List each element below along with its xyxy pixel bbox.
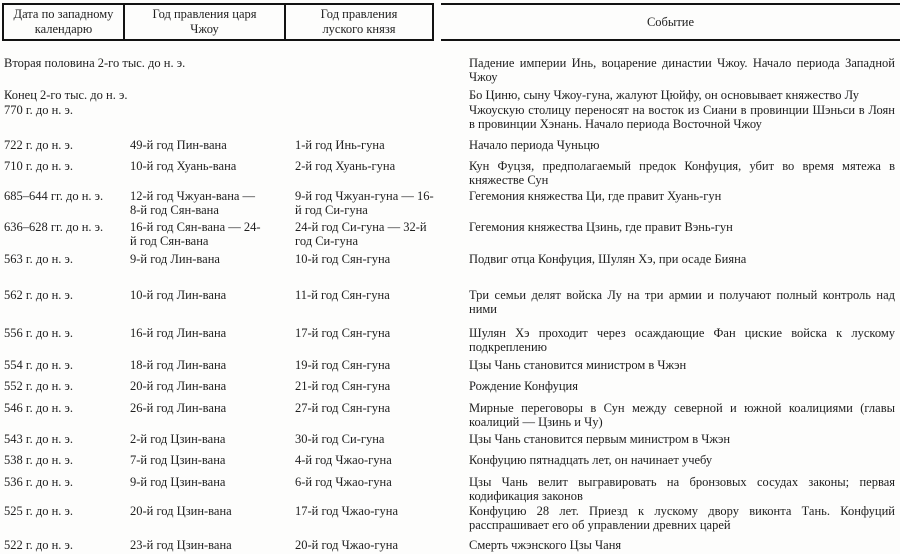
cell-zhou-year: 49-й год Пин-вана — [130, 138, 227, 152]
cell-lu-year — [295, 103, 469, 131]
table-row — [4, 432, 895, 446]
column-header-zhou-year-label: Год правления царя Чжоу — [152, 7, 257, 36]
cell-event: Падение империи Инь, воцарение династии Чжоу. Начало периода Западной Чжоу — [469, 56, 895, 84]
cell-date: 525 г. до н. э. — [4, 504, 74, 518]
cell-zhou-year: 20-й год Цзин-вана — [130, 504, 232, 518]
column-header-lu-year-label: Год правления луского князя — [320, 7, 398, 36]
cell-lu-year: 30-й год Си-гуна — [295, 432, 385, 446]
cell-event: Шулян Хэ проходит через осаждающие Фан циские войска к лускому подкреплению — [469, 326, 895, 354]
cell-lu-year: 24-й год Си-гуна — 32-й год Си-гуна — [295, 220, 427, 248]
cell-event: Гегемония княжества Ци, где правит Хуань-гун — [469, 189, 722, 203]
cell-zhou-year — [130, 88, 295, 102]
header-box-left — [2, 3, 434, 41]
cell-event: Конфуцию пятнадцать лет, он начинает учебу — [469, 453, 713, 467]
cell-zhou-year: 12-й год Чжуан-вана — 8-й год Сян-вана — [130, 189, 256, 217]
cell-zhou-year: 10-й год Лин-вана — [130, 288, 227, 302]
table-row — [4, 56, 895, 84]
cell-zhou-year: 23-й год Цзин-вана — [130, 538, 232, 552]
cell-zhou-year — [130, 103, 295, 131]
cell-event: Смерть чжэнского Цзы Чаня — [469, 538, 622, 552]
cell-zhou-year: 18-й год Лин-вана — [130, 358, 227, 372]
cell-lu-year: 1-й год Инь-гуна — [295, 138, 385, 152]
cell-date: Конец 2-го тыс. до н. э. — [4, 88, 128, 102]
table-row — [4, 475, 895, 503]
cell-zhou-year: 9-й год Цзин-вана — [130, 475, 226, 489]
cell-zhou-year: 7-й год Цзин-вана — [130, 453, 226, 467]
cell-lu-year: 17-й год Чжао-гуна — [295, 504, 399, 518]
cell-zhou-year: 9-й год Лин-вана — [130, 252, 220, 266]
cell-event: Конфуцию 28 лет. Приезд к лускому двору виконта Тань. Конфуций расспрашивает его об управлении древних царей — [469, 504, 895, 532]
cell-date: 563 г. до н. э. — [4, 252, 74, 266]
cell-event: Чжоускую столицу переносят на восток из Сиани в провинции Шэньси в Лоян в провинции Хэнань. Начало периода Восточной Чжоу — [469, 103, 895, 131]
table-row — [4, 88, 895, 102]
cell-date: 685–644 гг. до н. э. — [4, 189, 104, 203]
cell-event: Цзы Чань велит выгравировать на бронзовых сосудах законы; первая кодификация законов — [469, 475, 895, 503]
column-header-date — [4, 5, 125, 39]
cell-lu-year: 10-й год Сян-гуна — [295, 252, 391, 266]
cell-zhou-year: 2-й год Цзин-вана — [130, 432, 226, 446]
table-row — [4, 138, 895, 152]
cell-lu-year: 21-й год Сян-гуна — [295, 379, 391, 393]
cell-lu-year: 17-й год Сян-гуна — [295, 326, 391, 340]
cell-event: Мирные переговоры в Сун между северной и южной коалициями (главы коалиций — Цзинь и Чу) — [469, 401, 895, 429]
table-row — [4, 379, 895, 393]
cell-date: 770 г. до н. э. — [4, 103, 74, 117]
cell-event: Бо Циню, сыну Чжоу-гуна, жалуют Цюйфу, он основывает княжество Лу — [469, 88, 859, 102]
cell-event: Цзы Чань становится министром в Чжэн — [469, 358, 687, 372]
table-row — [4, 220, 895, 248]
table-row — [4, 358, 895, 372]
table-row — [4, 453, 895, 467]
cell-date: 543 г. до н. э. — [4, 432, 74, 446]
table-row — [4, 288, 895, 316]
cell-zhou-year: 16-й год Сян-вана — 24-й год Сян-вана — [130, 220, 261, 248]
cell-zhou-year: 16-й год Лин-вана — [130, 326, 227, 340]
table-row — [4, 401, 895, 429]
table-row — [4, 504, 895, 532]
cell-date: 562 г. до н. э. — [4, 288, 74, 302]
cell-event: Три семьи делят войска Лу на три армии и получают полный контроль над ними — [469, 288, 895, 316]
cell-date: Вторая половина 2-го тыс. до н. э. — [4, 56, 186, 70]
cell-date: 538 г. до н. э. — [4, 453, 74, 467]
cell-date: 722 г. до н. э. — [4, 138, 74, 152]
cell-event: Подвиг отца Конфуция, Шулян Хэ, при осаде Бияна — [469, 252, 747, 266]
column-header-event — [441, 3, 900, 41]
cell-lu-year: 2-й год Хуань-гуна — [295, 159, 396, 173]
cell-date: 556 г. до н. э. — [4, 326, 74, 340]
cell-lu-year: 9-й год Чжуан-гуна — 16-й год Си-гуна — [295, 189, 434, 217]
cell-lu-year: 19-й год Сян-гуна — [295, 358, 391, 372]
cell-zhou-year: 10-й год Хуань-вана — [130, 159, 237, 173]
cell-event: Кун Фуцзя, предполагаемый предок Конфуция, убит во время мятежа в княжестве Сун — [469, 159, 895, 187]
cell-lu-year: 6-й год Чжао-гуна — [295, 475, 392, 489]
cell-event: Гегемония княжества Цзинь, где правит Вэнь-гун — [469, 220, 733, 234]
cell-date: 522 г. до н. э. — [4, 538, 74, 552]
column-header-event-label: Событие — [646, 15, 695, 29]
column-header-lu-year — [286, 5, 432, 39]
table-row — [4, 252, 895, 266]
table-row — [4, 326, 895, 354]
cell-lu-year: 27-й год Сян-гуна — [295, 401, 391, 415]
table-row — [4, 189, 895, 217]
cell-lu-year: 20-й год Чжао-гуна — [295, 538, 399, 552]
cell-lu-year: 4-й год Чжао-гуна — [295, 453, 392, 467]
cell-zhou-year: 26-й год Лин-вана — [130, 401, 227, 415]
cell-date: 546 г. до н. э. — [4, 401, 74, 415]
cell-date: 554 г. до н. э. — [4, 358, 74, 372]
cell-zhou-year — [130, 56, 295, 84]
table-row — [4, 159, 895, 187]
table-row — [4, 538, 895, 552]
cell-zhou-year: 20-й год Лин-вана — [130, 379, 227, 393]
cell-date: 710 г. до н. э. — [4, 159, 74, 173]
column-header-date-label: Дата по западному календарю — [13, 7, 114, 36]
cell-lu-year — [295, 56, 469, 84]
table-row — [4, 103, 895, 131]
cell-event: Рождение Конфуция — [469, 379, 578, 393]
cell-event: Цзы Чань становится первым министром в Чжэн — [469, 432, 731, 446]
cell-date: 552 г. до н. э. — [4, 379, 74, 393]
cell-event: Начало периода Чуньцю — [469, 138, 600, 152]
column-header-zhou-year — [125, 5, 286, 39]
cell-lu-year — [295, 88, 469, 102]
cell-lu-year: 11-й год Сян-гуна — [295, 288, 390, 302]
cell-date: 536 г. до н. э. — [4, 475, 74, 489]
cell-date: 636–628 гг. до н. э. — [4, 220, 104, 234]
